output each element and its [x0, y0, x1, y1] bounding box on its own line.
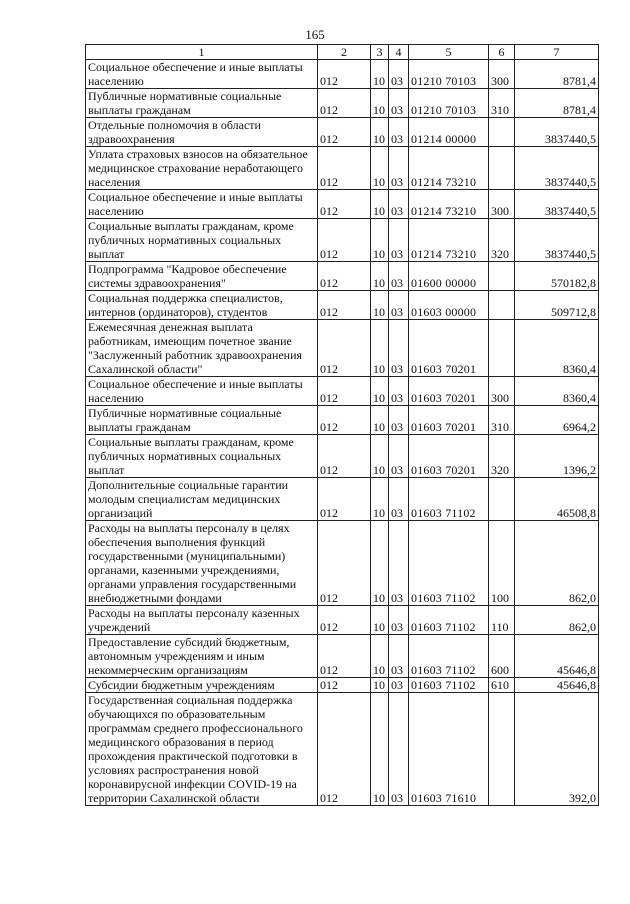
row-target-article: 01603 70201: [409, 320, 489, 377]
table-row: [86, 377, 599, 406]
row-name: Социальное обеспечение и иные выплаты населению: [86, 60, 318, 89]
table-row: [86, 219, 599, 262]
row-amount: 862,0: [515, 606, 599, 635]
row-section: 10: [371, 219, 389, 262]
row-admin-code: 012: [318, 89, 371, 118]
row-expense-type: 100: [489, 521, 515, 606]
row-target-article: 01600 00000: [409, 262, 489, 291]
row-amount: 3837440,5: [515, 147, 599, 190]
row-expense-type: 300: [489, 377, 515, 406]
row-amount: 8781,4: [515, 60, 599, 89]
table-row: [86, 435, 599, 478]
row-target-article: 01214 73210: [409, 147, 489, 190]
budget-table: [85, 44, 599, 806]
row-admin-code: 012: [318, 291, 371, 320]
row-section: 10: [371, 118, 389, 147]
row-amount: 862,0: [515, 521, 599, 606]
row-subsection: 03: [389, 693, 409, 806]
row-amount: 45646,8: [515, 678, 599, 693]
row-subsection: 03: [389, 320, 409, 377]
header-col-4: 4: [389, 45, 409, 60]
row-admin-code: 012: [318, 521, 371, 606]
header-col-7: 7: [515, 45, 599, 60]
row-section: 10: [371, 521, 389, 606]
row-amount: 3837440,5: [515, 219, 599, 262]
row-admin-code: 012: [318, 406, 371, 435]
header-col-1: 1: [86, 45, 318, 60]
row-target-article: 01603 00000: [409, 291, 489, 320]
row-amount: 8360,4: [515, 377, 599, 406]
row-name: Отдельные полномочия в области здравоохранения: [86, 118, 318, 147]
row-name: Подпрограмма "Кадровое обеспечение системы здравоохранения": [86, 262, 318, 291]
row-target-article: 01603 71102: [409, 678, 489, 693]
row-admin-code: 012: [318, 320, 371, 377]
table-row: [86, 478, 599, 521]
table-row: [86, 291, 599, 320]
row-admin-code: 012: [318, 262, 371, 291]
table-row: [86, 406, 599, 435]
row-name: Расходы на выплаты персоналу казенных учреждений: [86, 606, 318, 635]
table-row: [86, 118, 599, 147]
table-row: [86, 635, 599, 678]
row-admin-code: 012: [318, 118, 371, 147]
table-row: [86, 262, 599, 291]
row-expense-type: [489, 118, 515, 147]
row-name: Субсидии бюджетным учреждениям: [86, 678, 318, 693]
row-target-article: 01603 70201: [409, 377, 489, 406]
row-target-article: 01214 73210: [409, 219, 489, 262]
row-name: Предоставление субсидий бюджетным, автономным учреждениям и иным некоммерческим организациям: [86, 635, 318, 678]
row-expense-type: 320: [489, 435, 515, 478]
row-name: Социальные выплаты гражданам, кроме публичных нормативных социальных выплат: [86, 435, 318, 478]
row-admin-code: 012: [318, 478, 371, 521]
row-expense-type: [489, 262, 515, 291]
row-expense-type: [489, 147, 515, 190]
row-section: 10: [371, 606, 389, 635]
row-expense-type: 600: [489, 635, 515, 678]
row-subsection: 03: [389, 118, 409, 147]
table-row: [86, 606, 599, 635]
table-row: [86, 89, 599, 118]
row-expense-type: 300: [489, 190, 515, 219]
row-section: 10: [371, 190, 389, 219]
row-expense-type: [489, 693, 515, 806]
row-subsection: 03: [389, 635, 409, 678]
row-target-article: 01210 70103: [409, 89, 489, 118]
row-amount: 1396,2: [515, 435, 599, 478]
header-col-6: 6: [489, 45, 515, 60]
row-amount: 46508,8: [515, 478, 599, 521]
header-col-2: 2: [318, 45, 371, 60]
row-name: Государственная социальная поддержка обучающихся по образовательным программам среднего профессионального медицинского образования в период прохождения практической подготовки в условиях распространения новой коронавирусной инфекции COVID-19 на территории Сахалинской области: [86, 693, 318, 806]
row-expense-type: [489, 320, 515, 377]
row-section: 10: [371, 320, 389, 377]
page-number: 165: [305, 27, 325, 42]
row-name: Уплата страховых взносов на обязательное медицинское страхование неработающего населения: [86, 147, 318, 190]
header-col-3: 3: [371, 45, 389, 60]
row-subsection: 03: [389, 291, 409, 320]
table-row: [86, 60, 599, 89]
row-target-article: 01603 70201: [409, 435, 489, 478]
row-subsection: 03: [389, 190, 409, 219]
row-subsection: 03: [389, 377, 409, 406]
row-section: 10: [371, 377, 389, 406]
row-expense-type: [489, 478, 515, 521]
table-row: [86, 147, 599, 190]
row-expense-type: 310: [489, 89, 515, 118]
row-subsection: 03: [389, 219, 409, 262]
table-row: [86, 521, 599, 606]
row-section: 10: [371, 478, 389, 521]
table-row: [86, 678, 599, 693]
row-admin-code: 012: [318, 435, 371, 478]
row-section: 10: [371, 693, 389, 806]
row-subsection: 03: [389, 262, 409, 291]
row-name: Социальное обеспечение и иные выплаты населению: [86, 190, 318, 219]
header-col-5: 5: [409, 45, 489, 60]
row-name: Расходы на выплаты персоналу в целях обеспечения выполнения функций государственными (муниципальными) органами, казенными учреждениями, органами управления государственными внебюджетными фондами: [86, 521, 318, 606]
row-section: 10: [371, 60, 389, 89]
row-section: 10: [371, 435, 389, 478]
row-subsection: 03: [389, 406, 409, 435]
row-amount: 509712,8: [515, 291, 599, 320]
row-target-article: 01210 70103: [409, 60, 489, 89]
row-target-article: 01603 71610: [409, 693, 489, 806]
table-row: [86, 190, 599, 219]
table-row: [86, 320, 599, 377]
row-section: 10: [371, 89, 389, 118]
row-amount: 8360,4: [515, 320, 599, 377]
row-amount: 3837440,5: [515, 190, 599, 219]
row-subsection: 03: [389, 89, 409, 118]
row-section: 10: [371, 635, 389, 678]
table-header-row: [86, 45, 599, 60]
row-target-article: 01603 71102: [409, 606, 489, 635]
row-section: 10: [371, 147, 389, 190]
row-admin-code: 012: [318, 635, 371, 678]
row-subsection: 03: [389, 478, 409, 521]
row-target-article: 01603 70201: [409, 406, 489, 435]
row-name: Публичные нормативные социальные выплаты гражданам: [86, 406, 318, 435]
row-section: 10: [371, 678, 389, 693]
row-amount: 3837440,5: [515, 118, 599, 147]
row-admin-code: 012: [318, 377, 371, 406]
row-section: 10: [371, 406, 389, 435]
row-subsection: 03: [389, 678, 409, 693]
row-admin-code: 012: [318, 606, 371, 635]
row-admin-code: 012: [318, 147, 371, 190]
row-target-article: 01603 71102: [409, 635, 489, 678]
row-amount: 6964,2: [515, 406, 599, 435]
row-section: 10: [371, 291, 389, 320]
row-expense-type: [489, 291, 515, 320]
row-section: 10: [371, 262, 389, 291]
row-admin-code: 012: [318, 219, 371, 262]
row-admin-code: 012: [318, 60, 371, 89]
row-name: Социальные выплаты гражданам, кроме публичных нормативных социальных выплат: [86, 219, 318, 262]
row-name: Ежемесячная денежная выплата работникам, имеющим почетное звание "Заслуженный работник здравоохранения Сахалинской области": [86, 320, 318, 377]
row-expense-type: 310: [489, 406, 515, 435]
row-target-article: 01603 71102: [409, 521, 489, 606]
row-amount: 570182,8: [515, 262, 599, 291]
row-name: Социальное обеспечение и иные выплаты населению: [86, 377, 318, 406]
row-subsection: 03: [389, 606, 409, 635]
row-subsection: 03: [389, 147, 409, 190]
row-admin-code: 012: [318, 693, 371, 806]
row-subsection: 03: [389, 521, 409, 606]
row-admin-code: 012: [318, 678, 371, 693]
row-expense-type: 320: [489, 219, 515, 262]
row-name: Публичные нормативные социальные выплаты гражданам: [86, 89, 318, 118]
row-target-article: 01214 73210: [409, 190, 489, 219]
row-expense-type: 110: [489, 606, 515, 635]
row-admin-code: 012: [318, 190, 371, 219]
row-amount: 45646,8: [515, 635, 599, 678]
row-subsection: 03: [389, 435, 409, 478]
row-subsection: 03: [389, 60, 409, 89]
row-target-article: 01603 71102: [409, 478, 489, 521]
row-expense-type: 300: [489, 60, 515, 89]
row-amount: 8781,4: [515, 89, 599, 118]
table-row: [86, 693, 599, 806]
row-target-article: 01214 00000: [409, 118, 489, 147]
row-expense-type: 610: [489, 678, 515, 693]
row-name: Дополнительные социальные гарантии молодым специалистам медицинских организаций: [86, 478, 318, 521]
row-name: Социальная поддержка специалистов, интернов (ординаторов), студентов: [86, 291, 318, 320]
row-amount: 392,0: [515, 693, 599, 806]
